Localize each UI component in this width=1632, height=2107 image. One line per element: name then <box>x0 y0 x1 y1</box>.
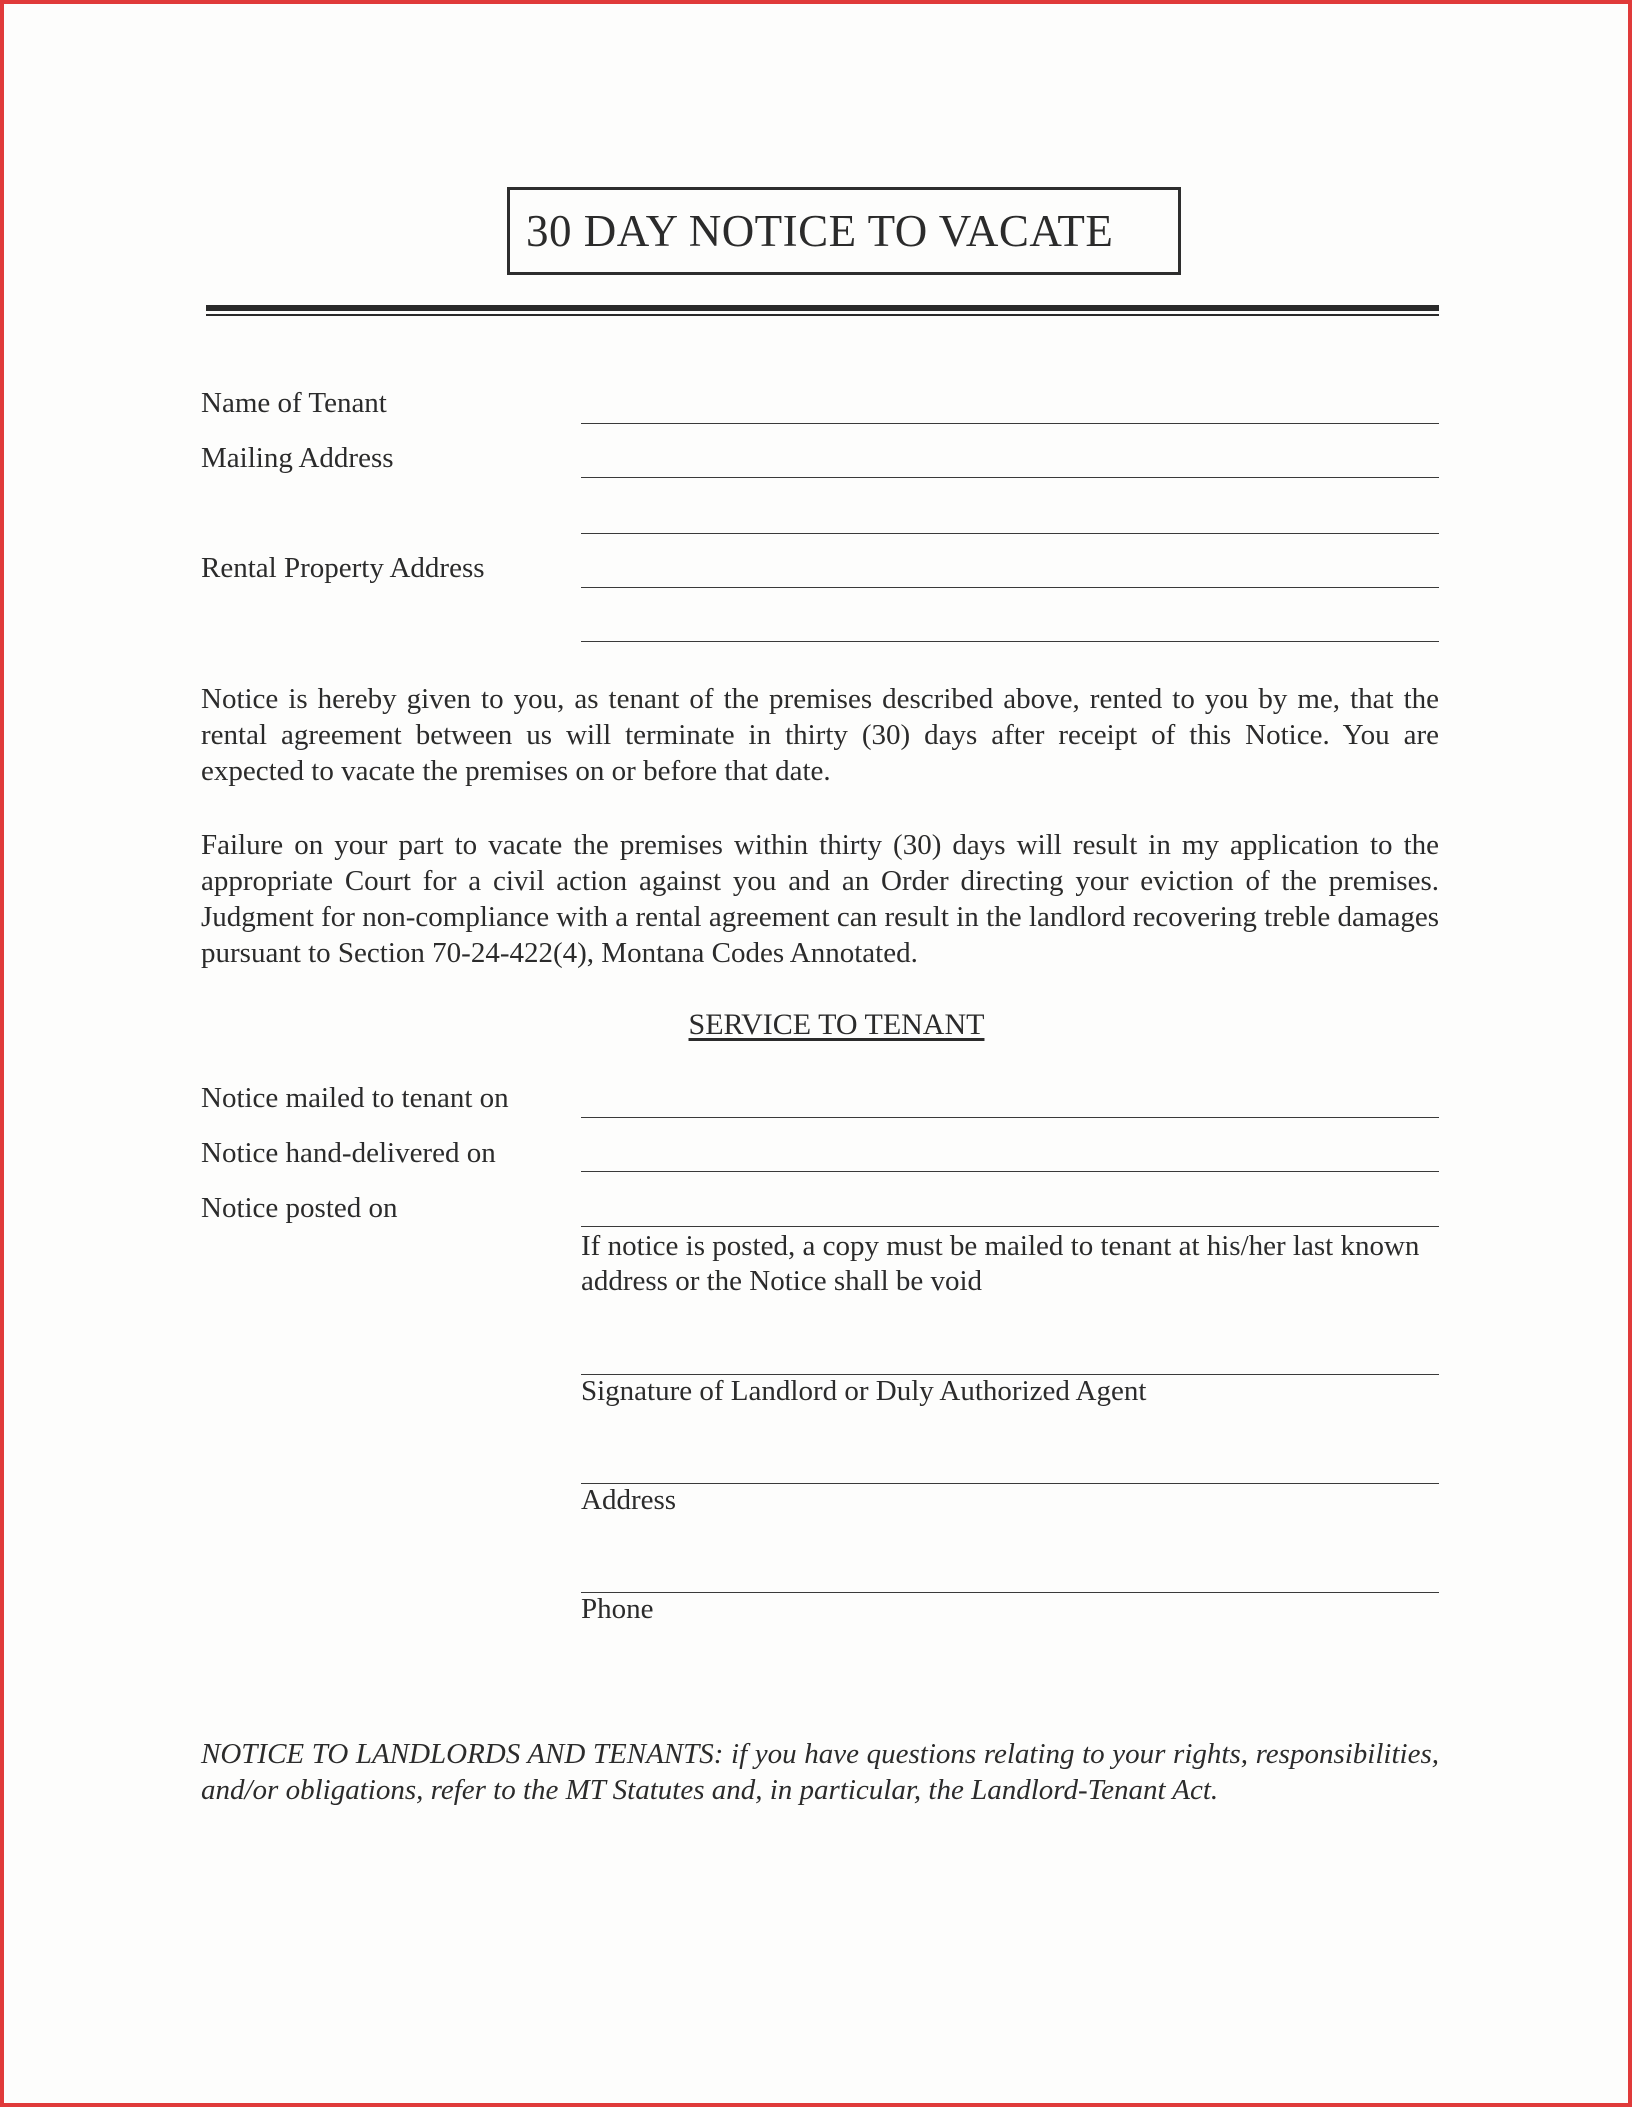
mailing-address-label: Mailing Address <box>201 442 394 474</box>
tenant-name-label: Name of Tenant <box>201 387 387 419</box>
landlord-tenant-act-notice: NOTICE TO LANDLORDS AND TENANTS: if you have questions relating to your rights, responsibilities, and/or obligations, refer to the MT Statutes and, in particular, the Landlord-Tenant Act. <box>201 1738 1439 1806</box>
notice-mailed-date-field[interactable] <box>581 1117 1439 1118</box>
notice-mailed-label: Notice mailed to tenant on <box>201 1082 509 1114</box>
notice-hand-delivered-date-field[interactable] <box>581 1171 1439 1172</box>
mailing-address-field-line1[interactable] <box>581 477 1439 478</box>
rental-property-address-field-line2[interactable] <box>581 641 1439 642</box>
tenant-name-field[interactable] <box>581 423 1439 424</box>
posted-notice-instructions: If notice is posted, a copy must be mailed to tenant at his/her last known address or the Notice shall be void <box>581 1230 1420 1297</box>
notice-posted-label: Notice posted on <box>201 1192 398 1224</box>
notice-paragraph-termination: Notice is hereby given to you, as tenant of the premises described above, rented to you by me, that the rental agreement between us will terminate in thirty (30) days after receipt of this Notice. You are expected to vacate the premises on or before that date. <box>201 683 1439 787</box>
service-to-tenant-heading: SERVICE TO TENANT <box>688 1008 985 1041</box>
landlord-address-label: Address <box>581 1484 677 1516</box>
landlord-address-field[interactable] <box>581 1483 1439 1484</box>
landlord-signature-label: Signature of Landlord or Duly Authorized Agent <box>581 1375 1147 1407</box>
mailing-address-field-line2[interactable] <box>581 533 1439 534</box>
header-rule-thick <box>206 305 1439 311</box>
landlord-phone-field[interactable] <box>581 1592 1439 1593</box>
rental-property-address-field-line1[interactable] <box>581 587 1439 588</box>
document-title: 30 DAY NOTICE TO VACATE <box>507 187 1181 275</box>
landlord-phone-label: Phone <box>581 1593 654 1625</box>
rental-property-address-label: Rental Property Address <box>201 552 485 584</box>
notice-posted-date-field[interactable] <box>581 1226 1439 1227</box>
notice-paragraph-failure: Failure on your part to vacate the premises within thirty (30) days will result in my application to the appropriate Court for a civil action against you and an Order directing your eviction of the premises. Judgment for non-compliance with a rental agreement can result in the landlord recovering treble damages pursuant to Section 70-24-422(4), Montana Codes Annotated. <box>201 829 1439 969</box>
notice-hand-delivered-label: Notice hand-delivered on <box>201 1137 496 1169</box>
header-rule-thin <box>206 314 1439 316</box>
